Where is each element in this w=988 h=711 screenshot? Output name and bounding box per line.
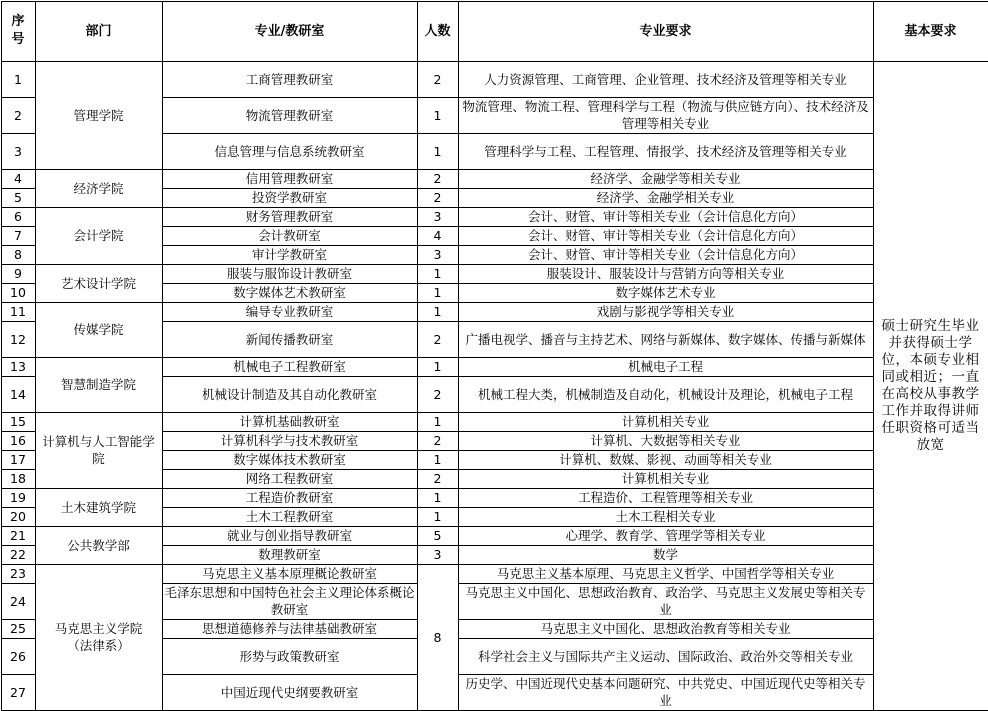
row-no: 12 xyxy=(1,321,35,357)
dept-cell: 智慧制造学院 xyxy=(35,357,162,412)
dept-cell: 会计学院 xyxy=(35,207,162,264)
requirement-cell: 服装设计、服装设计与营销方向等相关专业 xyxy=(458,264,873,283)
dept-cell: 艺术设计学院 xyxy=(35,264,162,302)
row-no: 8 xyxy=(1,245,35,264)
table-row xyxy=(1,169,988,188)
requirement-cell: 数字媒体艺术专业 xyxy=(458,283,873,302)
requirement-cell: 人力资源管理、工商管理、企业管理、技术经济及管理等相关专业 xyxy=(458,61,873,97)
count-cell: 1 xyxy=(417,507,458,526)
requirement-cell: 机械电子工程 xyxy=(458,357,873,376)
count-cell: 1 xyxy=(417,357,458,376)
requirement-cell: 戏剧与影视学等相关专业 xyxy=(458,302,873,321)
row-no: 14 xyxy=(1,376,35,412)
row-no: 10 xyxy=(1,283,35,302)
count-cell: 4 xyxy=(417,226,458,245)
row-no: 7 xyxy=(1,226,35,245)
row-no: 2 xyxy=(1,97,35,133)
table-row xyxy=(1,564,988,583)
row-no: 5 xyxy=(1,188,35,207)
major-cell: 中国近现代史纲要教研室 xyxy=(162,674,417,710)
count-cell: 1 xyxy=(417,283,458,302)
major-cell: 思想道德修养与法律基础教研室 xyxy=(162,619,417,638)
basic-requirement-cell: 硕士研究生毕业并获得硕士学位，本硕专业相同或相近；一直在高校从事教学工作并取得讲师任职资格可适当放宽 xyxy=(873,61,988,710)
recruitment-table xyxy=(1,1,988,711)
count-cell: 2 xyxy=(417,188,458,207)
row-no: 18 xyxy=(1,469,35,488)
requirement-cell: 计算机、大数据等相关专业 xyxy=(458,431,873,450)
dept-cell: 马克思主义学院（法律系） xyxy=(35,564,162,710)
count-cell: 2 xyxy=(417,61,458,97)
row-no: 3 xyxy=(1,133,35,169)
row-no: 16 xyxy=(1,431,35,450)
dept-cell: 经济学院 xyxy=(35,169,162,207)
major-cell: 机械设计制造及其自动化教研室 xyxy=(162,376,417,412)
requirement-cell: 科学社会主义与国际共产主义运动、国际政治、政治外交等相关专业 xyxy=(458,638,873,674)
count-cell: 1 xyxy=(417,488,458,507)
count-cell: 8 xyxy=(417,564,458,710)
major-cell: 计算机科学与技术教研室 xyxy=(162,431,417,450)
table-row xyxy=(1,207,988,226)
major-cell: 编导专业教研室 xyxy=(162,302,417,321)
requirement-cell: 计算机相关专业 xyxy=(458,469,873,488)
requirement-cell: 马克思主义中国化、思想政治教育等相关专业 xyxy=(458,619,873,638)
table-row xyxy=(1,412,988,431)
count-cell: 3 xyxy=(417,207,458,226)
header-row xyxy=(1,1,988,61)
requirement-cell: 经济学、金融学等相关专业 xyxy=(458,169,873,188)
major-cell: 形势与政策教研室 xyxy=(162,638,417,674)
row-no: 24 xyxy=(1,583,35,619)
requirement-cell: 历史学、中国近现代史基本问题研究、中共党史、中国近现代史等相关专业 xyxy=(458,674,873,710)
major-cell: 计算机基础教研室 xyxy=(162,412,417,431)
dept-cell: 传媒学院 xyxy=(35,302,162,357)
row-no: 11 xyxy=(1,302,35,321)
row-no: 21 xyxy=(1,526,35,545)
major-cell: 土木工程教研室 xyxy=(162,507,417,526)
row-no: 22 xyxy=(1,545,35,564)
requirement-cell: 会计、财管、审计等相关专业（会计信息化方向） xyxy=(458,245,873,264)
row-no: 6 xyxy=(1,207,35,226)
count-cell: 1 xyxy=(417,450,458,469)
requirement-cell: 心理学、教育学、管理学等相关专业 xyxy=(458,526,873,545)
requirement-cell: 马克思主义中国化、思想政治教育、政治学、马克思主义发展史等相关专业 xyxy=(458,583,873,619)
count-cell: 2 xyxy=(417,376,458,412)
dept-cell: 管理学院 xyxy=(35,61,162,169)
requirement-cell: 计算机、数媒、影视、动画等相关专业 xyxy=(458,450,873,469)
major-cell: 数字媒体技术教研室 xyxy=(162,450,417,469)
row-no: 1 xyxy=(1,61,35,97)
table-row xyxy=(1,488,988,507)
requirement-cell: 土木工程相关专业 xyxy=(458,507,873,526)
count-cell: 1 xyxy=(417,97,458,133)
header-dept: 部门 xyxy=(35,1,162,61)
table-row xyxy=(1,302,988,321)
count-cell: 3 xyxy=(417,545,458,564)
count-cell: 5 xyxy=(417,526,458,545)
row-no: 27 xyxy=(1,674,35,710)
requirement-cell: 广播电视学、播音与主持艺术、网络与新媒体、数字媒体、传播与新媒体 xyxy=(458,321,873,357)
table-row xyxy=(1,526,988,545)
major-cell: 机械电子工程教研室 xyxy=(162,357,417,376)
requirement-cell: 会计、财管、审计等相关专业（会计信息化方向） xyxy=(458,226,873,245)
table-row xyxy=(1,357,988,376)
row-no: 20 xyxy=(1,507,35,526)
table-row xyxy=(1,264,988,283)
dept-cell: 土木建筑学院 xyxy=(35,488,162,526)
dept-cell: 计算机与人工智能学院 xyxy=(35,412,162,488)
requirement-cell: 马克思主义基本原理、马克思主义哲学、中国哲学等相关专业 xyxy=(458,564,873,583)
major-cell: 信用管理教研室 xyxy=(162,169,417,188)
major-cell: 服装与服饰设计教研室 xyxy=(162,264,417,283)
requirement-cell: 数学 xyxy=(458,545,873,564)
major-cell: 毛泽东思想和中国特色社会主义理论体系概论教研室 xyxy=(162,583,417,619)
header-requirement: 专业要求 xyxy=(458,1,873,61)
header-no: 序号 xyxy=(1,1,35,61)
major-cell: 投资学教研室 xyxy=(162,188,417,207)
requirement-cell: 计算机相关专业 xyxy=(458,412,873,431)
dept-cell: 公共教学部 xyxy=(35,526,162,564)
row-no: 23 xyxy=(1,564,35,583)
major-cell: 工程造价教研室 xyxy=(162,488,417,507)
row-no: 26 xyxy=(1,638,35,674)
count-cell: 1 xyxy=(417,412,458,431)
requirement-cell: 管理科学与工程、工程管理、情报学、技术经济及管理等相关专业 xyxy=(458,133,873,169)
requirement-cell: 经济学、金融学相关专业 xyxy=(458,188,873,207)
row-no: 4 xyxy=(1,169,35,188)
row-no: 15 xyxy=(1,412,35,431)
count-cell: 2 xyxy=(417,321,458,357)
requirement-cell: 机械工程大类，机械制造及自动化，机械设计及理论，机械电子工程 xyxy=(458,376,873,412)
count-cell: 2 xyxy=(417,469,458,488)
count-cell: 1 xyxy=(417,302,458,321)
count-cell: 1 xyxy=(417,264,458,283)
major-cell: 网络工程教研室 xyxy=(162,469,417,488)
major-cell: 审计学教研室 xyxy=(162,245,417,264)
requirement-cell: 会计、财管、审计等相关专业（会计信息化方向） xyxy=(458,207,873,226)
major-cell: 工商管理教研室 xyxy=(162,61,417,97)
row-no: 19 xyxy=(1,488,35,507)
row-no: 25 xyxy=(1,619,35,638)
row-no: 17 xyxy=(1,450,35,469)
major-cell: 数理教研室 xyxy=(162,545,417,564)
row-no: 13 xyxy=(1,357,35,376)
major-cell: 新闻传播教研室 xyxy=(162,321,417,357)
header-major: 专业/教研室 xyxy=(162,1,417,61)
major-cell: 会计教研室 xyxy=(162,226,417,245)
count-cell: 2 xyxy=(417,169,458,188)
major-cell: 数字媒体艺术教研室 xyxy=(162,283,417,302)
table-row xyxy=(1,61,988,97)
count-cell: 2 xyxy=(417,431,458,450)
major-cell: 财务管理教研室 xyxy=(162,207,417,226)
requirement-cell: 工程造价、工程管理等相关专业 xyxy=(458,488,873,507)
header-basic: 基本要求 xyxy=(873,1,988,61)
major-cell: 就业与创业指导教研室 xyxy=(162,526,417,545)
count-cell: 1 xyxy=(417,133,458,169)
major-cell: 马克思主义基本原理概论教研室 xyxy=(162,564,417,583)
count-cell: 3 xyxy=(417,245,458,264)
requirement-cell: 物流管理、物流工程、管理科学与工程（物流与供应链方向）、技术经济及管理等相关专业 xyxy=(458,97,873,133)
row-no: 9 xyxy=(1,264,35,283)
major-cell: 物流管理教研室 xyxy=(162,97,417,133)
header-count: 人数 xyxy=(417,1,458,61)
major-cell: 信息管理与信息系统教研室 xyxy=(162,133,417,169)
